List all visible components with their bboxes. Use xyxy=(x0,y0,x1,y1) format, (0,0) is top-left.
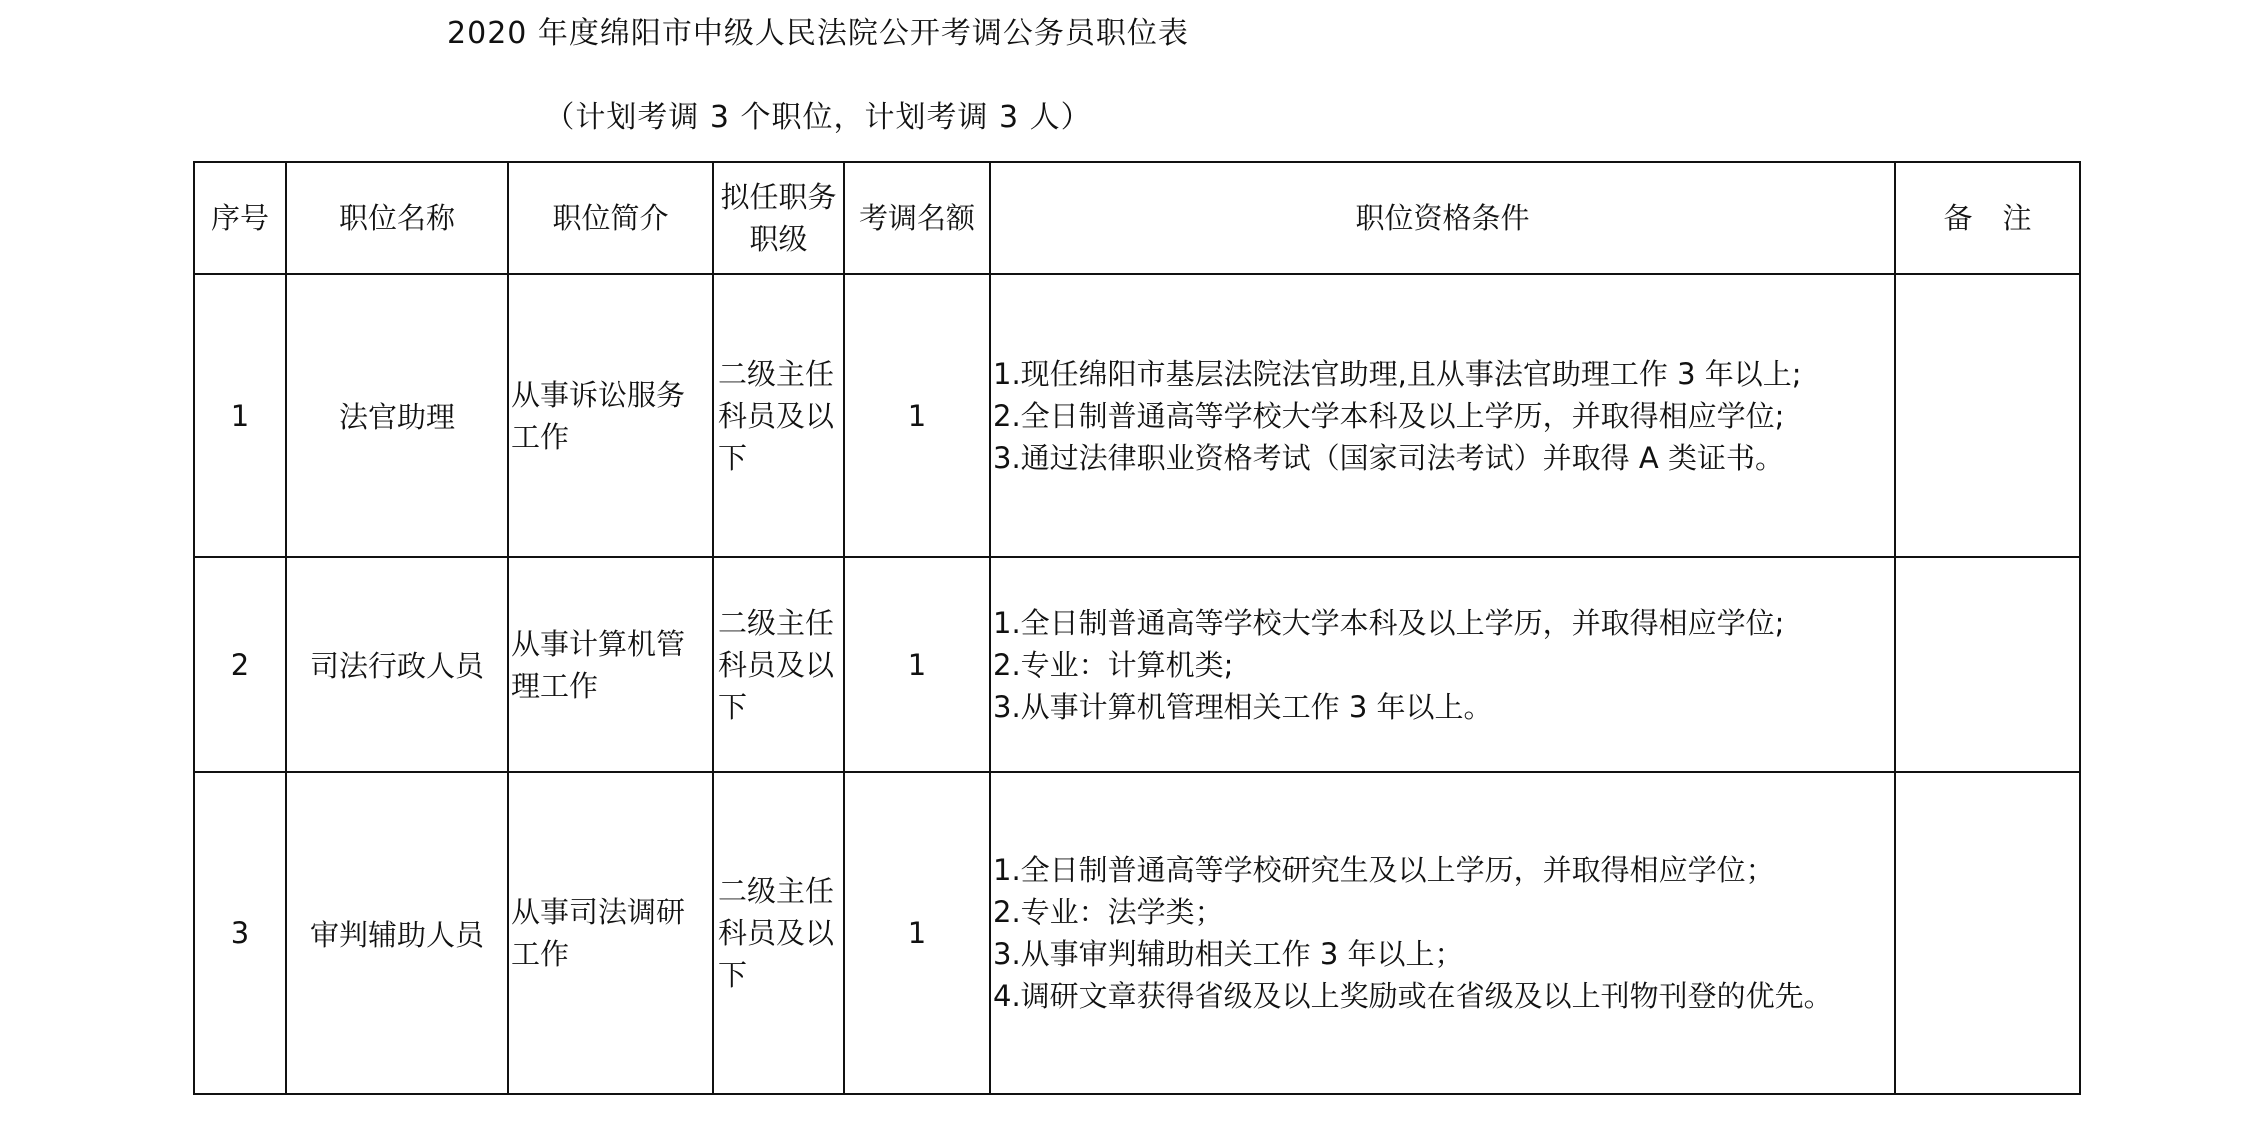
header-no: 序号 xyxy=(194,162,286,274)
cell-conditions xyxy=(990,557,1895,772)
cell-name: 司法行政人员 xyxy=(286,557,508,772)
cell-remark xyxy=(1895,557,2080,772)
cell-no: 3 xyxy=(194,772,286,1094)
cell-no: 2 xyxy=(194,557,286,772)
condition-line: 3.从事计算机管理相关工作 3 年以上。 xyxy=(993,689,1493,724)
cell-intro: 从事司法调研工作 xyxy=(508,772,713,1094)
condition-line: 3.从事审判辅助相关工作 3 年以上； xyxy=(993,937,1464,971)
cell-intro: 从事计算机管理工作 xyxy=(508,557,713,772)
cell-level: 二级主任科员及以下 xyxy=(713,772,844,1094)
cell-quota: 1 xyxy=(844,557,990,772)
header-intro: 职位简介 xyxy=(508,162,713,274)
cell-quota: 1 xyxy=(844,772,990,1094)
cell-remark xyxy=(1895,274,2080,557)
header-name: 职位名称 xyxy=(286,162,508,274)
condition-line: 4.调研文章获得省级及以上奖励或在省级及以上刊物刊登的优先。 xyxy=(993,979,1833,1013)
cell-intro: 从事诉讼服务工作 xyxy=(508,274,713,557)
cell-level: 二级主任科员及以下 xyxy=(713,274,844,557)
header-remark: 备注 xyxy=(1895,162,2080,274)
cell-no: 1 xyxy=(194,274,286,557)
table-row xyxy=(194,557,2080,772)
cell-conditions xyxy=(990,772,1895,1094)
document-title: 2020 年度绵阳市中级人民法院公开考调公务员职位表 xyxy=(447,16,1189,51)
cell-quota: 1 xyxy=(844,274,990,557)
table-row xyxy=(194,772,2080,1094)
condition-line: 1.全日制普通高等学校研究生及以上学历，并取得相应学位； xyxy=(993,853,1775,887)
condition-line: 2.专业：计算机类; xyxy=(993,647,1234,682)
condition-line: 3.通过法律职业资格考试（国家司法考试）并取得 A 类证书。 xyxy=(993,440,1784,475)
header-quota: 考调名额 xyxy=(844,162,990,274)
condition-line: 1.全日制普通高等学校大学本科及以上学历，并取得相应学位; xyxy=(993,605,1785,640)
document-subtitle: （计划考调 3 个职位，计划考调 3 人） xyxy=(544,100,1092,135)
header-row xyxy=(194,162,2080,274)
cell-name: 法官助理 xyxy=(286,274,508,557)
cell-remark xyxy=(1895,772,2080,1094)
condition-line: 2.专业：法学类； xyxy=(993,895,1224,929)
table-row xyxy=(194,274,2080,557)
condition-line: 1.现任绵阳市基层法院法官助理,且从事法官助理工作 3 年以上; xyxy=(993,356,1802,391)
positions-table xyxy=(193,161,2081,1095)
header-level: 拟任职务职级 xyxy=(713,162,844,274)
condition-line: 2.全日制普通高等学校大学本科及以上学历，并取得相应学位; xyxy=(993,398,1785,433)
cell-conditions xyxy=(990,274,1895,557)
header-conditions: 职位资格条件 xyxy=(990,162,1895,274)
cell-level: 二级主任科员及以下 xyxy=(713,557,844,772)
cell-name: 审判辅助人员 xyxy=(286,772,508,1094)
